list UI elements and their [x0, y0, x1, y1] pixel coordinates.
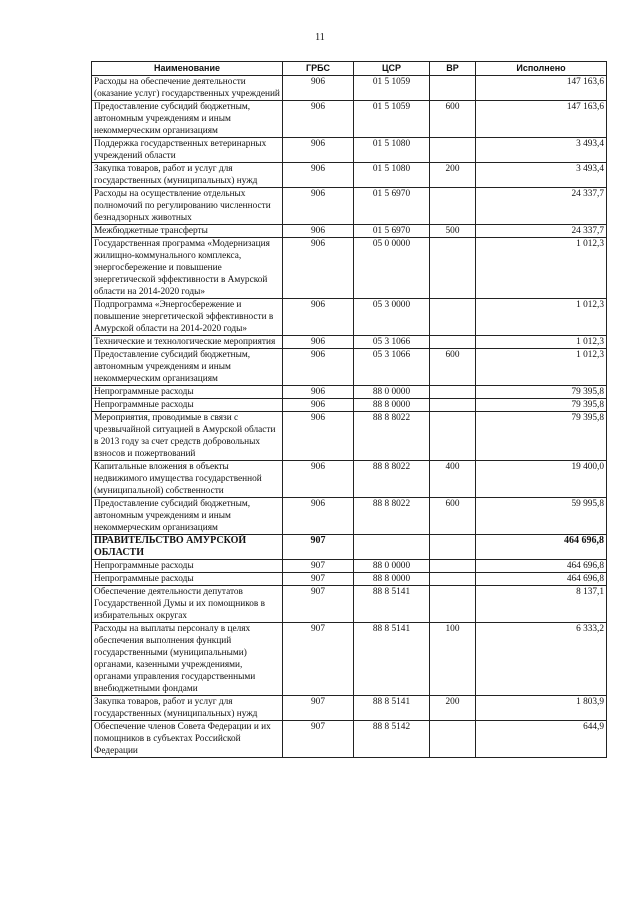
row-name-cell: Расходы на обеспечение деятельности (оказание услуг) государственных учреждений [92, 76, 283, 101]
row-vr-cell [430, 299, 476, 336]
table-row [92, 623, 607, 696]
row-done-cell: 59 995,8 [476, 498, 607, 535]
row-grbs-cell: 907 [283, 623, 354, 696]
row-vr-cell [430, 535, 476, 560]
table-row [92, 349, 607, 386]
row-name-cell: Мероприятия, проводимые в связи с чрезвычайной ситуацией в Амурской области в 2013 году за счет средств добровольных взносов и пожертвований [92, 412, 283, 461]
row-name-cell: Технические и технологические мероприятия [92, 336, 283, 349]
row-name-cell: Закупка товаров, работ и услуг для государственных (муниципальных) нужд [92, 696, 283, 721]
row-name-cell: Непрограммные расходы [92, 560, 283, 573]
row-done-cell: 79 395,8 [476, 399, 607, 412]
row-csr-cell: 01 5 1080 [354, 138, 430, 163]
row-grbs-cell: 906 [283, 138, 354, 163]
row-csr-cell: 01 5 1080 [354, 163, 430, 188]
row-vr-cell [430, 560, 476, 573]
row-grbs-cell: 907 [283, 573, 354, 586]
row-done-cell: 3 493,4 [476, 163, 607, 188]
row-name-cell: Государственная программа «Модернизация жилищно-коммунального комплекса, энергосбережение и повышение энергетической эффективности в Амурской области на 2014-2020 годы» [92, 238, 283, 299]
row-name-cell: Обеспечение деятельности депутатов Государственной Думы и их помощников в избирательных округах [92, 586, 283, 623]
row-grbs-cell: 906 [283, 163, 354, 188]
row-grbs-cell: 906 [283, 299, 354, 336]
header-csr: ЦСР [354, 62, 430, 76]
table-row [92, 299, 607, 336]
header-done: Исполнено [476, 62, 607, 76]
row-name-cell: ПРАВИТЕЛЬСТВО АМУРСКОЙ ОБЛАСТИ [92, 535, 283, 560]
row-grbs-cell: 906 [283, 76, 354, 101]
row-name-cell: Непрограммные расходы [92, 386, 283, 399]
header-name: Наименование [92, 62, 283, 76]
budget-table [91, 61, 607, 758]
table-row [92, 412, 607, 461]
row-vr-cell [430, 76, 476, 101]
table-row [92, 238, 607, 299]
table-row [92, 586, 607, 623]
row-csr-cell: 88 8 8022 [354, 461, 430, 498]
table-row [92, 101, 607, 138]
row-grbs-cell: 907 [283, 586, 354, 623]
row-grbs-cell: 906 [283, 399, 354, 412]
table-row [92, 225, 607, 238]
header-grbs: ГРБС [283, 62, 354, 76]
row-name-cell: Предоставление субсидий бюджетным, автономным учреждениям и иным некоммерческим организациям [92, 349, 283, 386]
row-grbs-cell: 906 [283, 336, 354, 349]
row-vr-cell [430, 336, 476, 349]
row-grbs-cell: 906 [283, 225, 354, 238]
table-row [92, 696, 607, 721]
row-done-cell: 1 012,3 [476, 349, 607, 386]
row-done-cell: 1 012,3 [476, 336, 607, 349]
table-row [92, 399, 607, 412]
row-done-cell: 24 337,7 [476, 225, 607, 238]
row-vr-cell [430, 412, 476, 461]
row-csr-cell: 88 8 5141 [354, 623, 430, 696]
row-grbs-cell: 906 [283, 498, 354, 535]
row-csr-cell: 05 3 1066 [354, 336, 430, 349]
row-csr-cell: 05 3 1066 [354, 349, 430, 386]
table-row [92, 573, 607, 586]
row-csr-cell: 88 8 0000 [354, 399, 430, 412]
row-grbs-cell: 907 [283, 535, 354, 560]
row-vr-cell: 100 [430, 623, 476, 696]
row-csr-cell: 88 0 0000 [354, 386, 430, 399]
row-grbs-cell: 907 [283, 696, 354, 721]
row-done-cell: 24 337,7 [476, 188, 607, 225]
page-number: 11 [315, 32, 325, 43]
table-row [92, 560, 607, 573]
row-grbs-cell: 906 [283, 188, 354, 225]
row-csr-cell [354, 535, 430, 560]
row-grbs-cell: 907 [283, 560, 354, 573]
row-name-cell: Расходы на выплаты персоналу в целях обеспечения выполнения функций государственными (муниципальными) органами, казенными учреждениями, органами управления государственными внебюджетными фондами [92, 623, 283, 696]
row-csr-cell: 05 0 0000 [354, 238, 430, 299]
table-row [92, 76, 607, 101]
table-row [92, 535, 607, 560]
row-done-cell: 19 400,0 [476, 461, 607, 498]
row-name-cell: Предоставление субсидий бюджетным, автономным учреждениям и иным некоммерческим организациям [92, 498, 283, 535]
table-row [92, 336, 607, 349]
row-done-cell: 1 012,3 [476, 299, 607, 336]
row-csr-cell: 01 5 1059 [354, 76, 430, 101]
table-row [92, 138, 607, 163]
row-name-cell: Капитальные вложения в объекты недвижимого имущества государственной (муниципальной) собственности [92, 461, 283, 498]
row-csr-cell: 01 5 1059 [354, 101, 430, 138]
row-done-cell: 8 137,1 [476, 586, 607, 623]
table-header-row [92, 62, 607, 76]
row-csr-cell: 88 8 8022 [354, 412, 430, 461]
row-done-cell: 147 163,6 [476, 76, 607, 101]
row-csr-cell: 88 8 5141 [354, 586, 430, 623]
row-name-cell: Поддержка государственных ветеринарных учреждений области [92, 138, 283, 163]
row-grbs-cell: 906 [283, 412, 354, 461]
row-csr-cell: 88 8 8022 [354, 498, 430, 535]
row-csr-cell: 88 8 5142 [354, 721, 430, 758]
row-grbs-cell: 907 [283, 721, 354, 758]
row-done-cell: 464 696,8 [476, 560, 607, 573]
table-row [92, 163, 607, 188]
table-row [92, 721, 607, 758]
row-vr-cell: 400 [430, 461, 476, 498]
row-csr-cell: 01 5 6970 [354, 188, 430, 225]
row-vr-cell [430, 399, 476, 412]
row-csr-cell: 88 8 0000 [354, 573, 430, 586]
row-done-cell: 3 493,4 [476, 138, 607, 163]
row-grbs-cell: 906 [283, 386, 354, 399]
row-done-cell: 1 803,9 [476, 696, 607, 721]
table-row [92, 188, 607, 225]
row-name-cell: Подпрограмма «Энергосбережение и повышение энергетической эффективности в Амурской области на 2014-2020 годы» [92, 299, 283, 336]
row-vr-cell [430, 721, 476, 758]
row-vr-cell [430, 138, 476, 163]
row-csr-cell: 05 3 0000 [354, 299, 430, 336]
row-name-cell: Расходы на осуществление отдельных полномочий по регулированию численности безнадзорных животных [92, 188, 283, 225]
row-vr-cell: 200 [430, 163, 476, 188]
row-vr-cell [430, 188, 476, 225]
row-csr-cell: 01 5 6970 [354, 225, 430, 238]
header-vr: ВР [430, 62, 476, 76]
row-name-cell: Предоставление субсидий бюджетным, автономным учреждениям и иным некоммерческим организациям [92, 101, 283, 138]
row-name-cell: Непрограммные расходы [92, 399, 283, 412]
row-vr-cell: 500 [430, 225, 476, 238]
row-done-cell: 6 333,2 [476, 623, 607, 696]
row-vr-cell [430, 386, 476, 399]
row-vr-cell: 600 [430, 498, 476, 535]
row-vr-cell: 200 [430, 696, 476, 721]
row-vr-cell [430, 573, 476, 586]
table-body [92, 76, 607, 758]
row-vr-cell [430, 238, 476, 299]
row-done-cell: 147 163,6 [476, 101, 607, 138]
table-row [92, 386, 607, 399]
row-done-cell: 79 395,8 [476, 412, 607, 461]
row-name-cell: Межбюджетные трансферты [92, 225, 283, 238]
row-done-cell: 464 696,8 [476, 573, 607, 586]
table-row [92, 461, 607, 498]
row-csr-cell: 88 0 0000 [354, 560, 430, 573]
row-vr-cell: 600 [430, 101, 476, 138]
row-done-cell: 79 395,8 [476, 386, 607, 399]
row-grbs-cell: 906 [283, 461, 354, 498]
row-done-cell: 1 012,3 [476, 238, 607, 299]
row-name-cell: Закупка товаров, работ и услуг для государственных (муниципальных) нужд [92, 163, 283, 188]
row-done-cell: 464 696,8 [476, 535, 607, 560]
row-name-cell: Обеспечение членов Совета Федерации и их помощников в субъектах Российской Федерации [92, 721, 283, 758]
row-grbs-cell: 906 [283, 101, 354, 138]
row-grbs-cell: 906 [283, 238, 354, 299]
row-vr-cell [430, 586, 476, 623]
row-name-cell: Непрограммные расходы [92, 573, 283, 586]
row-vr-cell: 600 [430, 349, 476, 386]
table-row [92, 498, 607, 535]
row-csr-cell: 88 8 5141 [354, 696, 430, 721]
row-done-cell: 644,9 [476, 721, 607, 758]
row-grbs-cell: 906 [283, 349, 354, 386]
